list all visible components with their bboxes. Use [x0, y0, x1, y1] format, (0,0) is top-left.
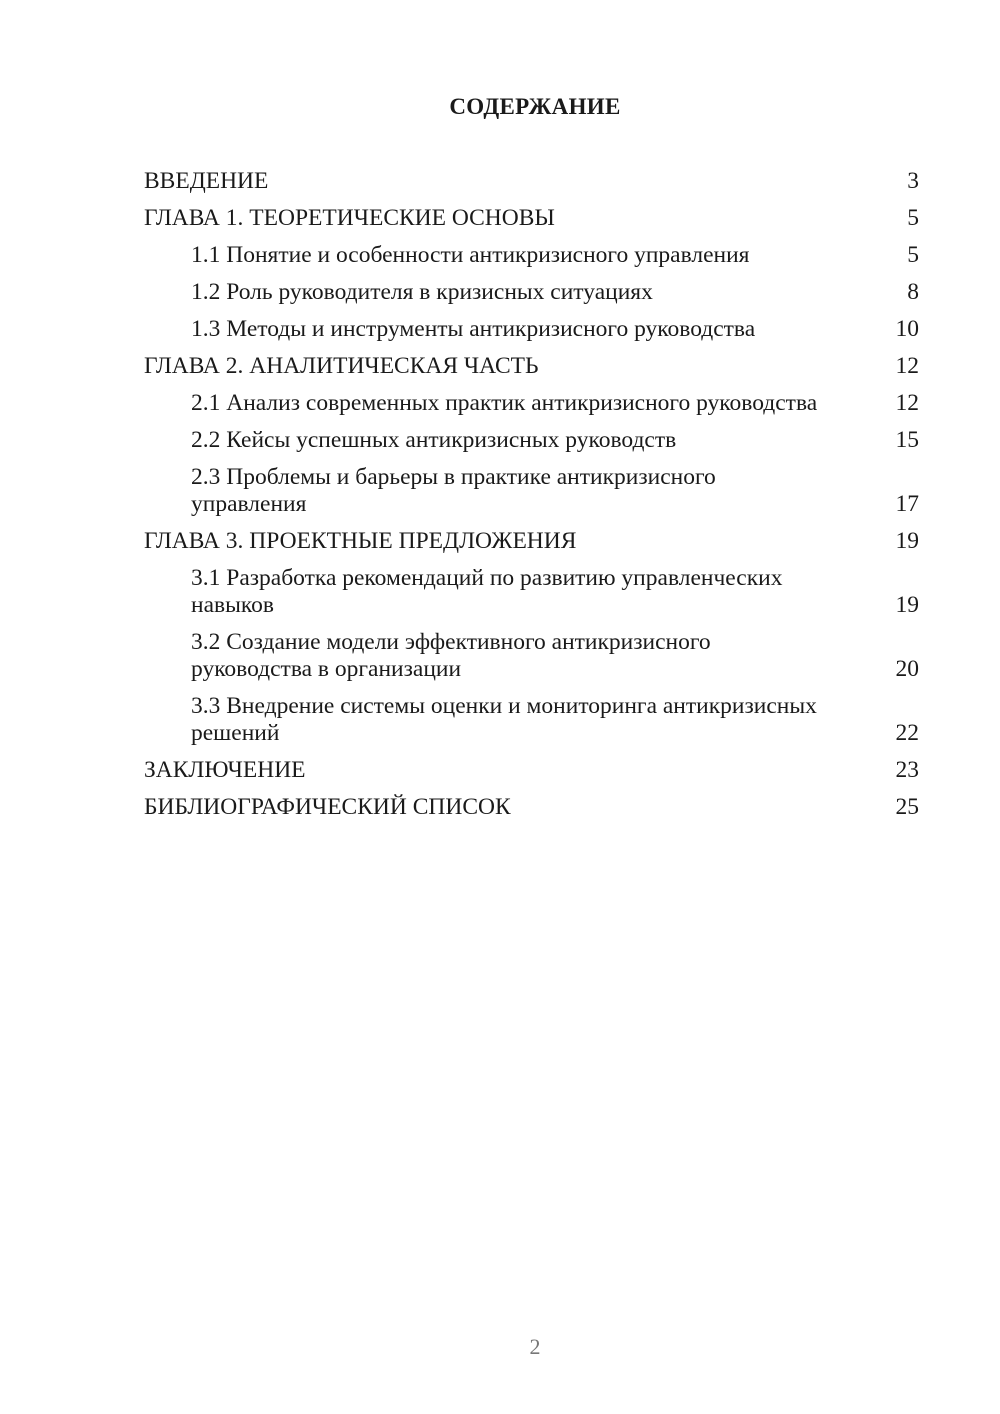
toc-entry-page: 25 — [895, 794, 919, 820]
toc-entry-conclusion[interactable] — [144, 757, 919, 784]
toc-entry-label: 3.3 Внедрение системы оценки и мониторинга антикризисных решений — [191, 693, 817, 746]
toc-entry-section-1-3[interactable] — [144, 316, 919, 343]
toc-entry-page: 22 — [895, 720, 919, 746]
toc-entry-page: 5 — [907, 205, 919, 231]
toc-entry-page: 15 — [895, 427, 919, 453]
toc-entry-page: 17 — [895, 491, 919, 517]
toc-entry-label: 3.1 Разработка рекомендаций по развитию управленческих навыков — [191, 565, 783, 618]
toc-entry-introduction[interactable] — [144, 168, 919, 195]
toc-entry-page: 20 — [895, 656, 919, 682]
toc-entry-section-3-1[interactable] — [144, 565, 919, 619]
toc-entry-section-2-3[interactable] — [144, 464, 919, 518]
toc-entry-label: 1.1 Понятие и особенности антикризисного управления — [191, 242, 750, 268]
toc-entry-page: 8 — [907, 279, 919, 305]
toc-entry-page: 5 — [907, 242, 919, 268]
toc-entry-label: 2.1 Анализ современных практик антикризисного руководства — [191, 390, 818, 416]
table-of-contents — [144, 168, 919, 821]
toc-entry-label: 2.2 Кейсы успешных антикризисных руководств — [191, 427, 677, 453]
page-number: 2 — [529, 1334, 541, 1359]
toc-entry-page: 3 — [907, 168, 919, 194]
toc-entry-section-2-2[interactable] — [144, 427, 919, 454]
toc-entry-label: ЗАКЛЮЧЕНИЕ — [144, 757, 306, 783]
toc-entry-chapter-2[interactable] — [144, 353, 919, 380]
toc-entry-page: 19 — [895, 528, 919, 554]
toc-entry-page: 12 — [895, 390, 919, 416]
toc-entry-label: 3.2 Создание модели эффективного антикризисного руководства в организации — [191, 629, 711, 682]
toc-title: СОДЕРЖАНИЕ — [449, 94, 621, 119]
toc-entry-label: ГЛАВА 3. ПРОЕКТНЫЕ ПРЕДЛОЖЕНИЯ — [144, 528, 577, 554]
toc-entry-section-1-1[interactable] — [144, 242, 919, 269]
toc-entry-page: 23 — [895, 757, 919, 783]
toc-entry-label: 2.3 Проблемы и барьеры в практике антикризисного управления — [191, 464, 716, 517]
toc-entry-section-3-2[interactable] — [144, 629, 919, 683]
toc-entry-section-2-1[interactable] — [144, 390, 919, 417]
toc-entry-bibliography[interactable] — [144, 794, 919, 821]
toc-entry-section-3-3[interactable] — [144, 693, 919, 747]
toc-entry-label: ГЛАВА 2. АНАЛИТИЧЕСКАЯ ЧАСТЬ — [144, 353, 539, 379]
toc-entry-section-1-2[interactable] — [144, 279, 919, 306]
toc-entry-label: 1.3 Методы и инструменты антикризисного руководства — [191, 316, 756, 342]
toc-entry-page: 19 — [895, 592, 919, 618]
toc-entry-label: ВВЕДЕНИЕ — [144, 168, 269, 194]
toc-entry-page: 10 — [895, 316, 919, 342]
toc-entry-label: 1.2 Роль руководителя в кризисных ситуациях — [191, 279, 653, 305]
toc-entry-label: ГЛАВА 1. ТЕОРЕТИЧЕСКИЕ ОСНОВЫ — [144, 205, 555, 231]
toc-entry-label: БИБЛИОГРАФИЧЕСКИЙ СПИСОК — [144, 794, 511, 820]
toc-entry-page: 12 — [895, 353, 919, 379]
toc-entry-chapter-3[interactable] — [144, 528, 919, 555]
toc-entry-chapter-1[interactable] — [144, 205, 919, 232]
